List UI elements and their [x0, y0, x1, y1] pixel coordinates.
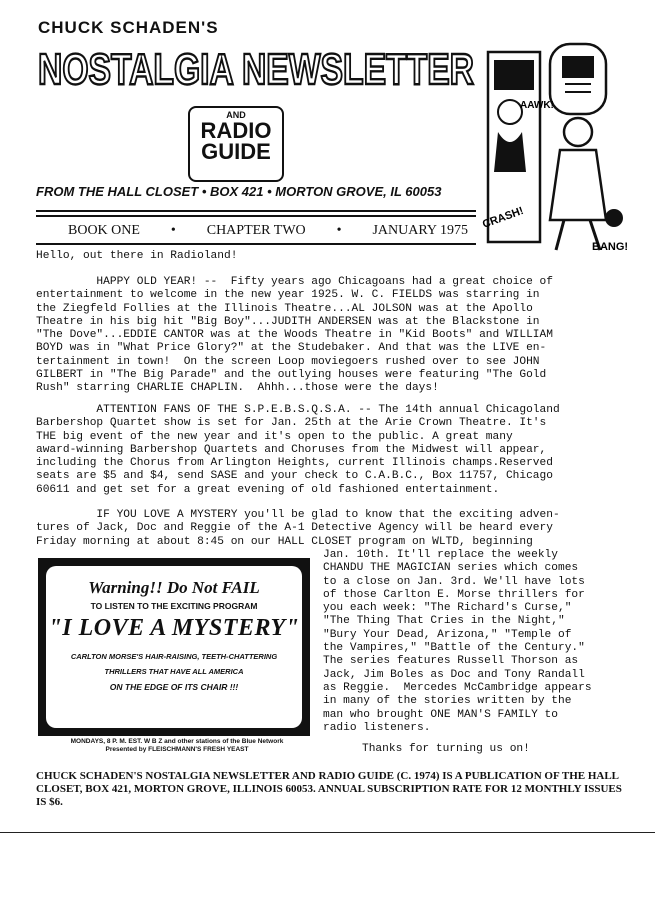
ad-footer-schedule: MONDAYS, 8 P. M. EST. W B Z and other stations of the Blue Network — [70, 738, 284, 745]
ad-footer-sponsor: Presented by FLEISCHMANN'S FRESH YEAST — [105, 746, 249, 753]
issue-book: BOOK ONE — [68, 223, 140, 238]
ad-title: "I LOVE A MYSTERY" — [48, 615, 300, 641]
sound-bang: BANG! — [592, 241, 629, 253]
sound-crash: CRASH! — [480, 204, 526, 231]
ad-panel — [46, 566, 302, 728]
ad-subline-3: ON THE EDGE OF ITS CHAIR !!! — [109, 682, 239, 692]
publication-note: CHUCK SCHADEN'S NOSTALGIA NEWSLETTER AND RADIO GUIDE (C. 1974) IS A PUBLICATION OF THE HALL CLOSET, BOX 421, MORTON GROVE, ILLINOIS 60053. ANNUAL SUBSCRIPTION RATE FOR 12 MONTHLY ISSUES IS $6. — [36, 770, 622, 808]
bullet: • — [336, 223, 342, 238]
i-love-a-mystery-ad — [38, 558, 310, 736]
radio-guide-box — [188, 106, 284, 182]
ad-subline-2: THRILLERS THAT HAVE ALL AMERICA — [104, 667, 244, 676]
sound-aawk: AAWK! — [520, 100, 554, 111]
masthead-address: FROM THE HALL CLOSET • BOX 421 • MORTON GROVE, IL 60053 — [36, 184, 442, 199]
masthead-title-text: NOSTALGIA NEWSLETTER — [38, 45, 474, 94]
bullet: • — [170, 223, 176, 238]
rule-top — [36, 210, 476, 212]
signoff: Thanks for turning us on! — [362, 743, 530, 755]
paragraph-barbershop: ATTENTION FANS OF THE S.P.E.B.S.Q.S.A. -- The 14th annual Chicagoland Barbershop Quartet show is set for Jan. 25th at the Arie Crown Theatre. It's THE big event of the new year and it's open to the public. A great many award-winning Barbershop Quartets and Choruses from the Midwest will appear, including the Chorus from Arlington Heights, current Illinois champs.Reserved seats are $5 and $4, send SASE and your check to C.A.B.C., Box 11757, Chicago 60611 and get set for a great evening of old fashioned entertainment. — [36, 404, 560, 496]
rule-bottom — [36, 243, 476, 245]
radio-label: RADIO — [200, 118, 272, 143]
guide-label: GUIDE — [201, 139, 271, 164]
greeting: Hello, out there in Radioland! — [36, 250, 238, 262]
ad-listen: TO LISTEN TO THE EXCITING PROGRAM — [90, 601, 258, 611]
masthead-byline: CHUCK SCHADEN'S — [38, 18, 219, 37]
issue-date: JANUARY 1975 — [372, 223, 468, 238]
issue-line — [68, 223, 468, 239]
masthead-title — [36, 40, 476, 92]
ad-warning: Warning!! Do Not FAIL — [88, 578, 260, 597]
rule-top-2 — [36, 215, 476, 217]
paragraph-mystery-side: Jan. 10th. It'll replace the weekly CHANDU THE MAGICIAN series which comes to a close on Jan. 3rd. We'll have lots of those Carlton E. Morse thrillers for you each week: "The Richard's Curse," "The Thing That Cries in the Night," "Bury Your Dead, Arizona," "Temple of the Vampires," "Battle of the Century." The series features Russell Thorson as Jack, Jim Boles as Doc and Tony Randall as Reggie. Mercedes McCambridge appears in many of the stories written by the man who brought ONE MAN'S FAMILY to radio listeners. — [323, 549, 592, 734]
page-edge-line — [0, 832, 655, 833]
ad-footer — [42, 738, 312, 754]
ad-subline-1: CARLTON MORSE'S HAIR-RAISING, TEETH-CHATTERING — [70, 652, 278, 661]
paragraph-happy-old-year: HAPPY OLD YEAR! -- Fifty years ago Chicagoans had a great choice of entertainment to welcome in the new year 1925. W. C. FIELDS was starring in the Ziegfeld Follies at the Illinois Theatre...AL JOLSON was at the Apollo Theatre in his big hit "Big Boy"...JUDITH ANDERSEN was at the Blackstone in "The Dove"...EDDIE CANTOR was at the Woods Theatre in "Kid Boots" and WILLIAM BOYD was in "What Price Glory?" at the Studebaker. And that was the LIVE en- tertainment in town! On the screen Loop moviegoers rushed over to see JOHN GILBERT in "The Big Parade" and the outlying houses were featuring "The Gold Rush" starring CHARLIE CHAPLIN. Ahhh...those were the days! — [36, 276, 553, 395]
issue-chapter: CHAPTER TWO — [206, 223, 306, 238]
paragraph-mystery-intro: IF YOU LOVE A MYSTERY you'll be glad to know that the exciting adven- tures of Jack, Doc and Reggie of the A-1 Detective Agency will be heard every Friday morning at about 8:45 on our HALL CLOSET program on WLTD, beginning — [36, 509, 560, 548]
closet-cartoon-illustration — [480, 22, 630, 260]
and-label: AND — [226, 110, 246, 120]
